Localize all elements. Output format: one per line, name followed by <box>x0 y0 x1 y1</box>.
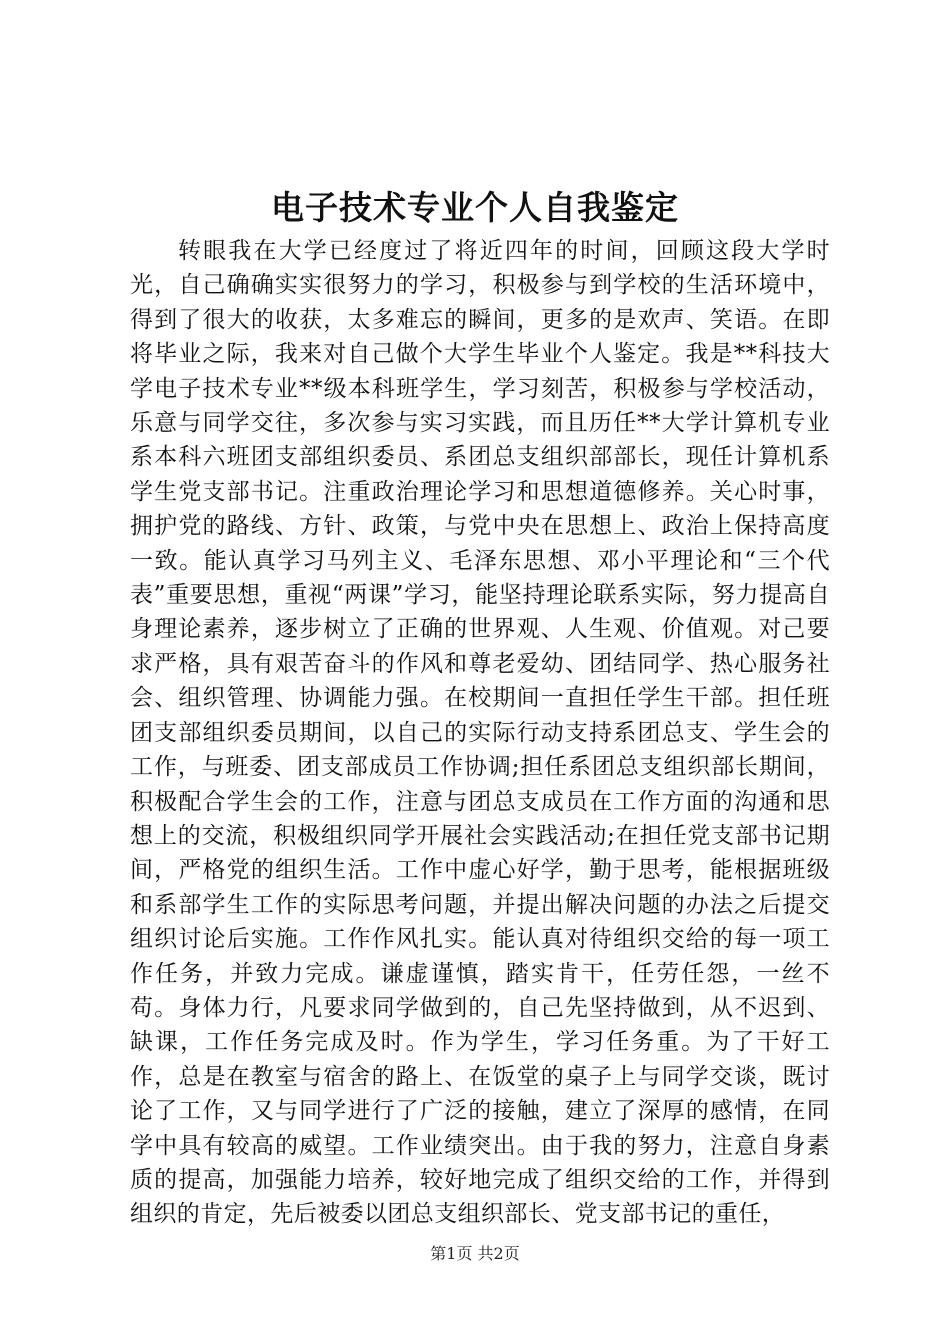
body-paragraph: 转眼我在大学已经度过了将近四年的时间，回顾这段大学时光，自己确确实实很努力的学习，积极参与到学校的生活环境中，得到了很大的收获，太多难忘的瞬间，更多的是欢声、笑语。在即将毕业之际，我来对自己做个大学生毕业个人鉴定。我是**科技大学电子技术专业**级本科班学生，学习刻苦，积极参与学校活动，乐意与同学交往，多次参与实习实践，而且历任**大学计算机专业系本科六班团支部组织委员、系团总支组织部部长，现任计算机系学生党支部书记。注重政治理论学习和思想道德修养。关心时事，拥护党的路线、方针、政策，与党中央在思想上、政治上保持高度一致。能认真学习马列主义、毛泽东思想、邓小平理论和“三个代表”重要思想，重视“两课”学习，能坚持理论联系实际，努力提高自身理论素养，逐步树立了正确的世界观、人生观、价值观。对己要求严格，具有艰苦奋斗的作风和尊老爱幼、团结同学、热心服务社会、组织管理、协调能力强。在校期间一直担任学生干部。担任班团支部组织委员期间，以自己的实际行动支持系团总支、学生会的工作，与班委、团支部成员工作协调;担任系团总支组织部长期间，积极配合学生会的工作，注意与团总支成员在工作方面的沟通和思想上的交流，积极组织同学开展社会实践活动;在担任党支部书记期间，严格党的组织生活。工作中虚心好学，勤于思考，能根据班级和系部学生工作的实际思考问题，并提出解决问题的办法之后提交组织讨论后实施。工作作风扎实。能认真对待组织交给的每一项工作任务，并致力完成。谦虚谨慎，踏实肯干，任劳任怨，一丝不苟。身体力行，凡要求同学做到的，自己先坚持做到，从不迟到、缺课，工作任务完成及时。作为学生，学习任务重。为了干好工作，总是在教室与宿舍的路上、在饭堂的桌子上与同学交谈，既讨论了工作，又与同学进行了广泛的接触，建立了深厚的感情，在同学中具有较高的威望。工作业绩突出。由于我的努力，注意自身素质的提高，加强能力培养，较好地完成了组织交给的工作，并得到组织的肯定，先后被委以团总支组织部长、党支部书记的重任， <box>130 238 830 1228</box>
document-title: 电子技术专业个人自我鉴定 <box>271 188 679 227</box>
page-number-footer: 第1页 共2页 <box>430 1244 520 1263</box>
